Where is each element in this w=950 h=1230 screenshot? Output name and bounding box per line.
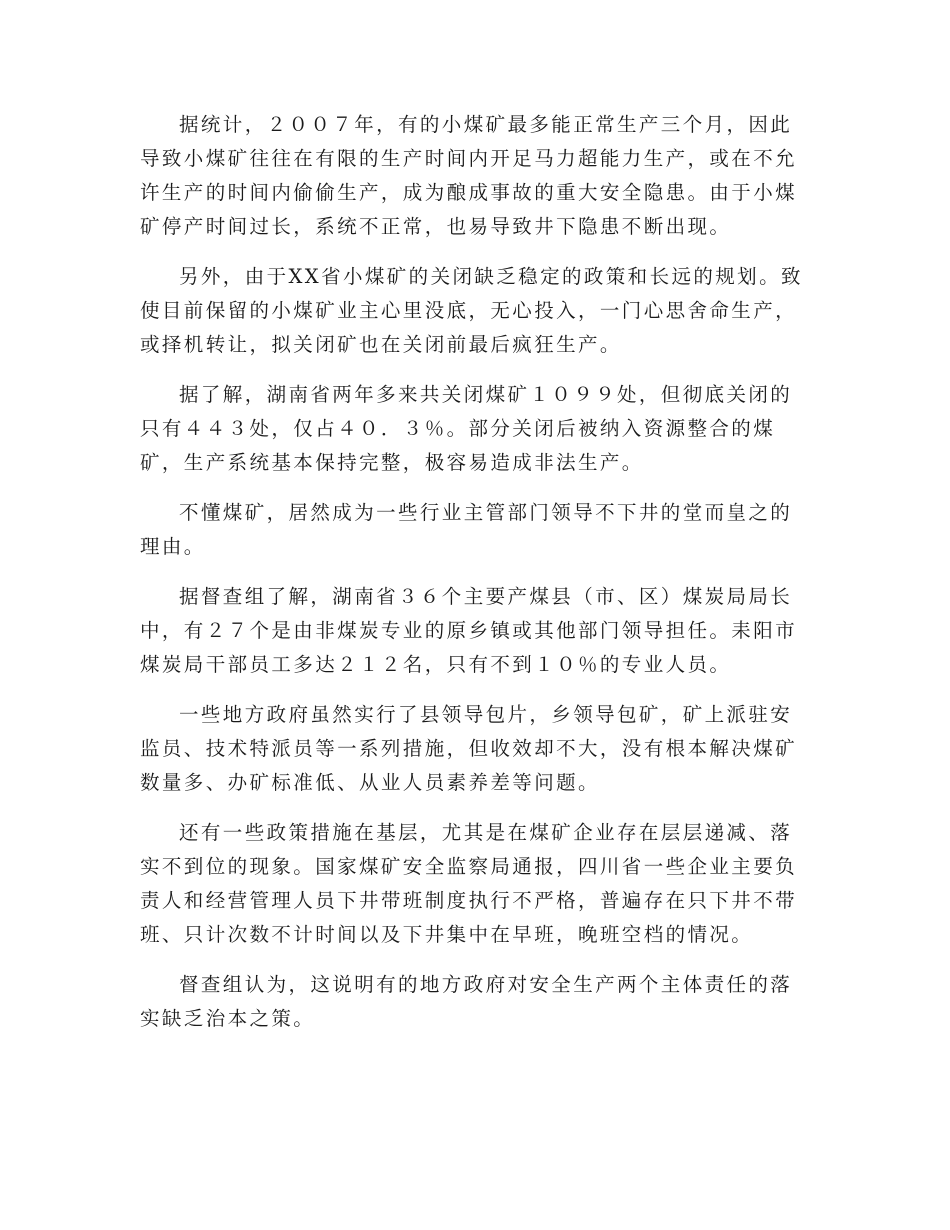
document-body (140, 108, 810, 1052)
paragraph-3: 据了解，湖南省两年多来共关闭煤矿１０９９处，但彻底关闭的只有４４３处，仅占４０．３％。部分关闭后被纳入资源整合的煤矿，生产系统基本保持完整，极容易造成非法生产。 (140, 383, 793, 474)
paragraph-8: 督查组认为，这说明有的地方政府对安全生产两个主体责任的落实缺乏治本之策。 (140, 973, 793, 1030)
paragraph-4: 不懂煤矿，居然成为一些行业主管部门领导不下井的堂而皇之的理由。 (140, 501, 793, 558)
paragraph-5: 据督查组了解，湖南省３６个主要产煤县（市、区）煤炭局局长中，有２７个是由非煤炭专业的原乡镇或其他部门领导担任。耒阳市煤炭局干部员工多达２１２名，只有不到１０％的专业人员。 (140, 585, 798, 676)
paragraph-6: 一些地方政府虽然实行了县领导包片，乡领导包矿，矿上派驻安监员、技术特派员等一系列措施，但收效却不大，没有根本解决煤矿数量多、办矿标准低、从业人员素养差等问题。 (140, 703, 798, 794)
paragraph-2: 另外，由于XX省小煤矿的关闭缺乏稳定的政策和长远的规划。致使目前保留的小煤矿业主心里没底，无心投入，一门心思舍命生产，或择机转让，拟关闭矿也在关闭前最后疯狂生产。 (140, 265, 803, 356)
paragraph-7: 还有一些政策措施在基层，尤其是在煤矿企业存在层层递减、落实不到位的现象。国家煤矿安全监察局通报，四川省一些企业主要负责人和经营管理人员下井带班制度执行不严格，普遍存在只下井不带班、只计次数不计时间以及下井集中在早班，晚班空档的情况。 (140, 821, 798, 946)
paragraph-1: 据统计，２００７年，有的小煤矿最多能正常生产三个月，因此导致小煤矿往往在有限的生产时间内开足马力超能力生产，或在不允许生产的时间内偷偷生产，成为酿成事故的重大安全隐患。由于小煤矿停产时间过长，系统不正常，也易导致井下隐患不断出现。 (140, 113, 798, 238)
